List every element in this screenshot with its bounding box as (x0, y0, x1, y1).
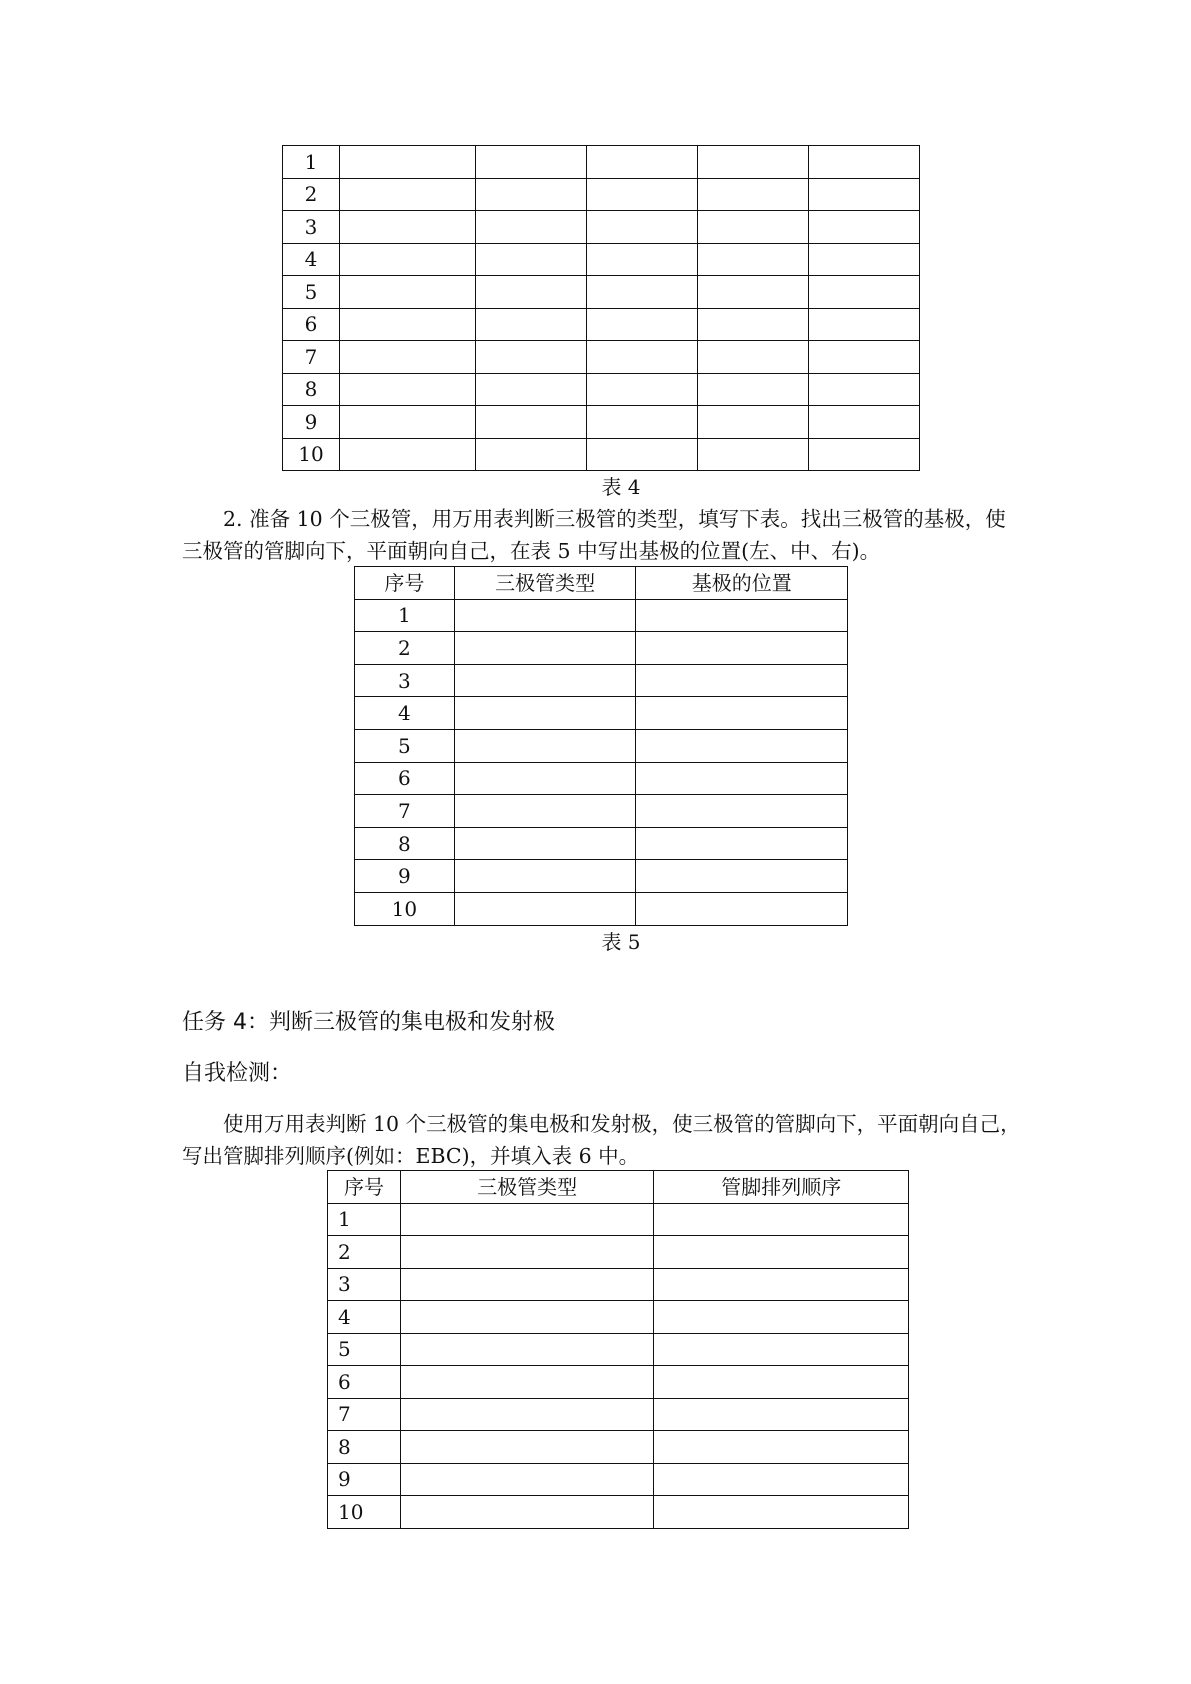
table-5-index-cell: 4 (355, 697, 455, 730)
table-4-blank-cell (475, 178, 586, 211)
table-5-blank-cell (636, 729, 848, 762)
table-6-header: 管脚排列顺序 (654, 1171, 909, 1204)
table-4-row (283, 243, 920, 276)
table-5-row (355, 599, 848, 632)
table-6-row (328, 1203, 909, 1236)
table-5-index-cell: 2 (355, 632, 455, 665)
table-5-index-cell: 3 (355, 664, 455, 697)
table-6-blank-cell (654, 1496, 909, 1529)
table-6-blank-cell (654, 1301, 909, 1334)
paragraph-3: 使用万用表判断 10 个三极管的集电极和发射极，使三极管的管脚向下，平面朝向自己，写出管脚排列顺序(例如：EBC)，并填入表 6 中。 (182, 1112, 1021, 1168)
table-4-blank-cell (698, 178, 809, 211)
table-4-row (283, 438, 920, 471)
table-4-caption: 表 4 (601, 475, 641, 499)
task-4-heading: 任务 4：判断三极管的集电极和发射极 (182, 1010, 555, 1035)
table-4-blank-cell (339, 211, 475, 244)
table-5-row (355, 827, 848, 860)
table-5-row (355, 664, 848, 697)
table-4-blank-cell (586, 178, 698, 211)
table-6-header: 序号 (328, 1171, 401, 1204)
table-4-blank-cell (698, 211, 809, 244)
table-4-blank-cell (475, 438, 586, 471)
table-4-blank-cell (475, 211, 586, 244)
table-5-index-cell: 5 (355, 729, 455, 762)
table-4-blank-cell (339, 146, 475, 179)
table-5-blank-cell (454, 599, 636, 632)
table-5-blank-cell (636, 632, 848, 665)
table-4-blank-cell (475, 373, 586, 406)
table-6-row (328, 1463, 909, 1496)
table-6-blank-cell (654, 1398, 909, 1431)
table-6-row (328, 1431, 909, 1464)
table-4-blank-cell (586, 341, 698, 374)
table-4-row (283, 373, 920, 406)
table-4-blank-cell (809, 146, 920, 179)
table-6-blank-cell (654, 1203, 909, 1236)
paragraph-2: 2. 准备 10 个三极管，用万用表判断三极管的类型，填写下表。找出三极管的基极，使三极管的管脚向下，平面朝向自己，在表 5 中写出基极的位置(左、中、右)。 (182, 507, 1006, 563)
table-4-index-cell: 8 (283, 373, 340, 406)
table-4-blank-cell (809, 178, 920, 211)
table-4-blank-cell (586, 406, 698, 439)
table-5-blank-cell (454, 632, 636, 665)
table-4-blank-cell (339, 178, 475, 211)
table-5-blank-cell (454, 697, 636, 730)
table-6-index-cell: 9 (328, 1463, 401, 1496)
table-6-row (328, 1236, 909, 1269)
table-4-row (283, 308, 920, 341)
table-4-index-cell: 3 (283, 211, 340, 244)
table-6 (327, 1170, 909, 1529)
table-4-blank-cell (809, 438, 920, 471)
table-6-header-row (328, 1171, 909, 1204)
table-6-body (328, 1203, 909, 1528)
table-5-blank-cell (636, 697, 848, 730)
table-6-index-cell: 7 (328, 1398, 401, 1431)
table-6-index-cell: 6 (328, 1366, 401, 1399)
table-5-blank-cell (636, 664, 848, 697)
table-6-blank-cell (400, 1236, 654, 1269)
table-6-blank-cell (654, 1366, 909, 1399)
table-5-row (355, 762, 848, 795)
table-4-row (283, 406, 920, 439)
table-4-index-cell: 10 (283, 438, 340, 471)
table-4-blank-cell (698, 406, 809, 439)
table-5-blank-cell (636, 892, 848, 925)
table-4-index-cell: 7 (283, 341, 340, 374)
table-4-blank-cell (809, 211, 920, 244)
table-4-blank-cell (809, 276, 920, 309)
table-5-row (355, 632, 848, 665)
table-5-blank-cell (454, 795, 636, 828)
table-4-blank-cell (586, 211, 698, 244)
table-6-row (328, 1398, 909, 1431)
table-6-blank-cell (400, 1366, 654, 1399)
table-6-index-cell: 8 (328, 1431, 401, 1464)
table-4-blank-cell (339, 373, 475, 406)
self-check-heading: 自我检测： (182, 1061, 293, 1086)
table-4-blank-cell (475, 276, 586, 309)
table-6-blank-cell (654, 1463, 909, 1496)
table-4-body (283, 146, 920, 471)
table-5-caption: 表 5 (601, 930, 641, 954)
table-6-row (328, 1496, 909, 1529)
table-5-header-row (355, 567, 848, 600)
table-5-index-cell: 8 (355, 827, 455, 860)
table-5-index-cell: 1 (355, 599, 455, 632)
table-4-blank-cell (586, 308, 698, 341)
table-4-blank-cell (475, 308, 586, 341)
table-4-blank-cell (809, 406, 920, 439)
table-6-blank-cell (400, 1496, 654, 1529)
table-4-row (283, 211, 920, 244)
table-4-blank-cell (475, 243, 586, 276)
table-5-index-cell: 6 (355, 762, 455, 795)
table-4-blank-cell (339, 243, 475, 276)
table-4-index-cell: 5 (283, 276, 340, 309)
table-5-blank-cell (636, 827, 848, 860)
table-6-blank-cell (654, 1333, 909, 1366)
table-6-blank-cell (654, 1431, 909, 1464)
table-4-row (283, 276, 920, 309)
table-6-index-cell: 5 (328, 1333, 401, 1366)
table-4-blank-cell (698, 243, 809, 276)
table-6-row (328, 1366, 909, 1399)
table-4-row (283, 341, 920, 374)
table-4-row (283, 178, 920, 211)
table-6-index-cell: 2 (328, 1236, 401, 1269)
table-5-row (355, 860, 848, 893)
table-4 (282, 145, 920, 471)
table-4-blank-cell (586, 243, 698, 276)
table-6-index-cell: 3 (328, 1268, 401, 1301)
table-6-row (328, 1268, 909, 1301)
table-5-blank-cell (454, 664, 636, 697)
table-6-blank-cell (400, 1398, 654, 1431)
table-5-index-cell: 7 (355, 795, 455, 828)
table-4-blank-cell (809, 373, 920, 406)
table-6-header: 三极管类型 (400, 1171, 654, 1204)
table-4-index-cell: 1 (283, 146, 340, 179)
table-5-blank-cell (636, 795, 848, 828)
table-6-blank-cell (400, 1333, 654, 1366)
table-6-row (328, 1333, 909, 1366)
table-6-blank-cell (400, 1463, 654, 1496)
table-4-row (283, 146, 920, 179)
table-4-blank-cell (586, 438, 698, 471)
table-4-blank-cell (339, 438, 475, 471)
table-5-blank-cell (636, 860, 848, 893)
table-4-index-cell: 6 (283, 308, 340, 341)
table-6-index-cell: 1 (328, 1203, 401, 1236)
table-5-index-cell: 9 (355, 860, 455, 893)
table-5-row (355, 729, 848, 762)
table-4-blank-cell (339, 308, 475, 341)
table-5-blank-cell (636, 599, 848, 632)
table-4-blank-cell (586, 276, 698, 309)
table-4-blank-cell (475, 406, 586, 439)
table-5 (354, 566, 848, 926)
table-5-blank-cell (636, 762, 848, 795)
table-6-blank-cell (654, 1268, 909, 1301)
table-4-blank-cell (698, 373, 809, 406)
table-5-blank-cell (454, 892, 636, 925)
table-4-blank-cell (809, 341, 920, 374)
table-6-blank-cell (400, 1268, 654, 1301)
table-4-blank-cell (586, 373, 698, 406)
table-4-blank-cell (475, 146, 586, 179)
table-5-header: 基极的位置 (636, 567, 848, 600)
table-6-index-cell: 4 (328, 1301, 401, 1334)
table-4-blank-cell (698, 146, 809, 179)
table-4-blank-cell (339, 341, 475, 374)
table-4-blank-cell (809, 243, 920, 276)
table-6-row (328, 1301, 909, 1334)
table-6-blank-cell (654, 1236, 909, 1269)
table-6-blank-cell (400, 1431, 654, 1464)
table-5-body (355, 599, 848, 925)
table-4-index-cell: 2 (283, 178, 340, 211)
table-6-index-cell: 10 (328, 1496, 401, 1529)
table-4-index-cell: 4 (283, 243, 340, 276)
table-5-blank-cell (454, 762, 636, 795)
table-5-blank-cell (454, 729, 636, 762)
table-5-header: 序号 (355, 567, 455, 600)
table-4-blank-cell (698, 341, 809, 374)
table-6-blank-cell (400, 1301, 654, 1334)
table-4-blank-cell (339, 276, 475, 309)
table-6-blank-cell (400, 1203, 654, 1236)
table-4-blank-cell (698, 308, 809, 341)
table-4-blank-cell (586, 146, 698, 179)
table-4-blank-cell (339, 406, 475, 439)
table-5-row (355, 892, 848, 925)
table-5-row (355, 795, 848, 828)
table-4-blank-cell (475, 341, 586, 374)
table-4-blank-cell (698, 276, 809, 309)
table-5-blank-cell (454, 860, 636, 893)
table-5-index-cell: 10 (355, 892, 455, 925)
table-5-row (355, 697, 848, 730)
table-4-blank-cell (698, 438, 809, 471)
table-4-blank-cell (809, 308, 920, 341)
table-5-header: 三极管类型 (454, 567, 636, 600)
table-4-index-cell: 9 (283, 406, 340, 439)
table-5-blank-cell (454, 827, 636, 860)
